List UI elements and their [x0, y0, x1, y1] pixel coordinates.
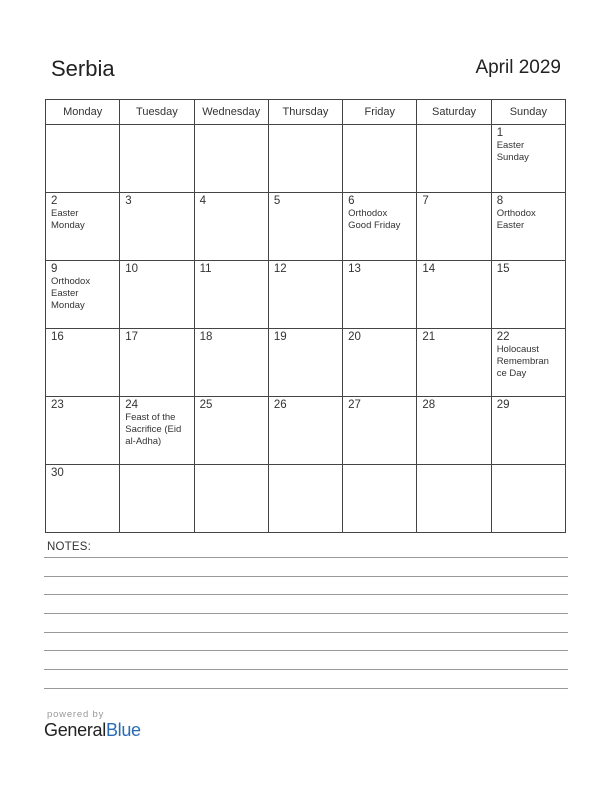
- note-line: [44, 669, 568, 670]
- holiday-label: Sacrifice (Eid: [125, 424, 182, 435]
- day-cell: [491, 465, 565, 533]
- weekday-header: Wednesday: [194, 100, 268, 125]
- weekday-header: Tuesday: [120, 100, 194, 125]
- day-cell: [417, 261, 491, 329]
- day-cell: [46, 125, 120, 193]
- day-number: 24: [125, 399, 139, 411]
- notes-label: NOTES:: [47, 541, 92, 553]
- day-cell: [268, 261, 342, 329]
- day-cell: [268, 329, 342, 397]
- day-cell: [194, 465, 268, 533]
- holiday-label: Easter: [496, 140, 525, 151]
- weekday-header: Friday: [343, 100, 417, 125]
- day-cell: [268, 193, 342, 261]
- day-number: 9: [51, 263, 58, 275]
- day-cell: [268, 465, 342, 533]
- day-cell: [268, 397, 342, 465]
- month-year-title: April 2029: [475, 57, 561, 78]
- day-cell: [491, 397, 565, 465]
- day-number: 3: [125, 195, 132, 207]
- logo-blue: Blue: [105, 720, 141, 740]
- weekday-header: Monday: [46, 100, 120, 125]
- note-line: [44, 557, 568, 558]
- weekday-header: Thursday: [268, 100, 342, 125]
- holiday-label: Easter: [51, 288, 79, 299]
- day-cell: [417, 193, 491, 261]
- week-row: [46, 397, 566, 465]
- day-cell: [120, 193, 194, 261]
- day-cell: [417, 329, 491, 397]
- day-number: 5: [273, 195, 281, 207]
- day-number: 2: [51, 195, 58, 207]
- day-cell: [343, 465, 417, 533]
- day-cell: [194, 329, 268, 397]
- day-cell: [343, 125, 417, 193]
- day-cell: [120, 329, 194, 397]
- day-number: 1: [496, 127, 504, 139]
- day-cell: [194, 397, 268, 465]
- day-number: 8: [496, 195, 504, 207]
- day-number: 18: [199, 331, 213, 343]
- day-cell: [194, 125, 268, 193]
- holiday-label: al-Adha): [125, 436, 162, 447]
- week-row: [46, 125, 566, 193]
- day-number: 15: [496, 263, 510, 275]
- day-cell: [268, 125, 342, 193]
- day-cell: [343, 261, 417, 329]
- day-cell: [194, 193, 268, 261]
- day-number: 20: [348, 331, 361, 343]
- day-cell: [46, 397, 120, 465]
- day-cell: [194, 261, 268, 329]
- day-number: 25: [199, 399, 213, 411]
- week-row: [46, 465, 566, 533]
- day-cell: [491, 125, 565, 193]
- day-cell: [343, 397, 417, 465]
- holiday-label: Monday: [51, 220, 85, 231]
- week-row: [46, 261, 566, 329]
- day-number: 6: [348, 195, 355, 207]
- day-number: 17: [125, 331, 139, 343]
- note-line: [44, 576, 568, 577]
- day-number: 29: [496, 399, 510, 411]
- country-title: Serbia: [51, 56, 115, 81]
- holiday-label: Orthodox: [51, 276, 91, 287]
- day-cell: [120, 465, 194, 533]
- holiday-label: Easter: [51, 208, 79, 219]
- holiday-label: Sunday: [496, 152, 529, 163]
- note-line: [44, 650, 568, 651]
- logo-general: General: [44, 720, 106, 740]
- day-cell: [491, 261, 565, 329]
- note-line: [44, 594, 568, 595]
- holiday-label: Remembran: [496, 356, 549, 367]
- day-number: 12: [273, 263, 287, 275]
- calendar-grid: [45, 99, 566, 533]
- day-cell: [491, 193, 565, 261]
- day-number: 30: [51, 467, 64, 479]
- day-number: 7: [422, 195, 429, 207]
- holiday-label: Orthodox: [496, 208, 536, 219]
- day-cell: [46, 193, 120, 261]
- day-number: 13: [348, 263, 361, 275]
- note-line: [44, 613, 568, 614]
- holiday-label: ce Day: [496, 368, 527, 379]
- day-cell: [417, 465, 491, 533]
- note-line: [44, 688, 568, 689]
- day-number: 14: [422, 263, 436, 275]
- holiday-label: Easter: [496, 220, 525, 231]
- day-cell: [417, 397, 491, 465]
- holiday-label: Feast of the: [125, 412, 176, 423]
- day-cell: [343, 329, 417, 397]
- day-cell: [343, 193, 417, 261]
- note-line: [44, 632, 568, 633]
- day-number: 23: [51, 399, 64, 411]
- day-number: 19: [273, 331, 287, 343]
- day-number: 4: [199, 195, 206, 207]
- day-number: 28: [422, 399, 436, 411]
- holiday-label: Good Friday: [348, 220, 401, 231]
- weekday-header: Saturday: [417, 100, 491, 125]
- day-number: 27: [348, 399, 361, 411]
- holiday-label: Monday: [51, 300, 85, 311]
- day-number: 22: [496, 331, 510, 343]
- week-row: [46, 193, 566, 261]
- day-cell: [120, 397, 194, 465]
- day-cell: [46, 329, 120, 397]
- day-number: 10: [125, 263, 139, 275]
- holiday-label: Holocaust: [496, 344, 539, 355]
- day-cell: [46, 465, 120, 533]
- day-number: 11: [199, 263, 212, 275]
- holiday-label: Orthodox: [348, 208, 388, 219]
- generalblue-logo: [44, 720, 141, 741]
- weekday-header-row: [46, 100, 566, 125]
- week-row: [46, 329, 566, 397]
- day-cell: [120, 125, 194, 193]
- weekday-header: Sunday: [491, 100, 565, 125]
- day-cell: [46, 261, 120, 329]
- day-cell: [491, 329, 565, 397]
- day-number: 16: [51, 331, 64, 343]
- powered-by-text: powered by: [47, 709, 105, 720]
- day-number: 26: [273, 399, 287, 411]
- day-cell: [417, 125, 491, 193]
- day-number: 21: [422, 331, 436, 343]
- day-cell: [120, 261, 194, 329]
